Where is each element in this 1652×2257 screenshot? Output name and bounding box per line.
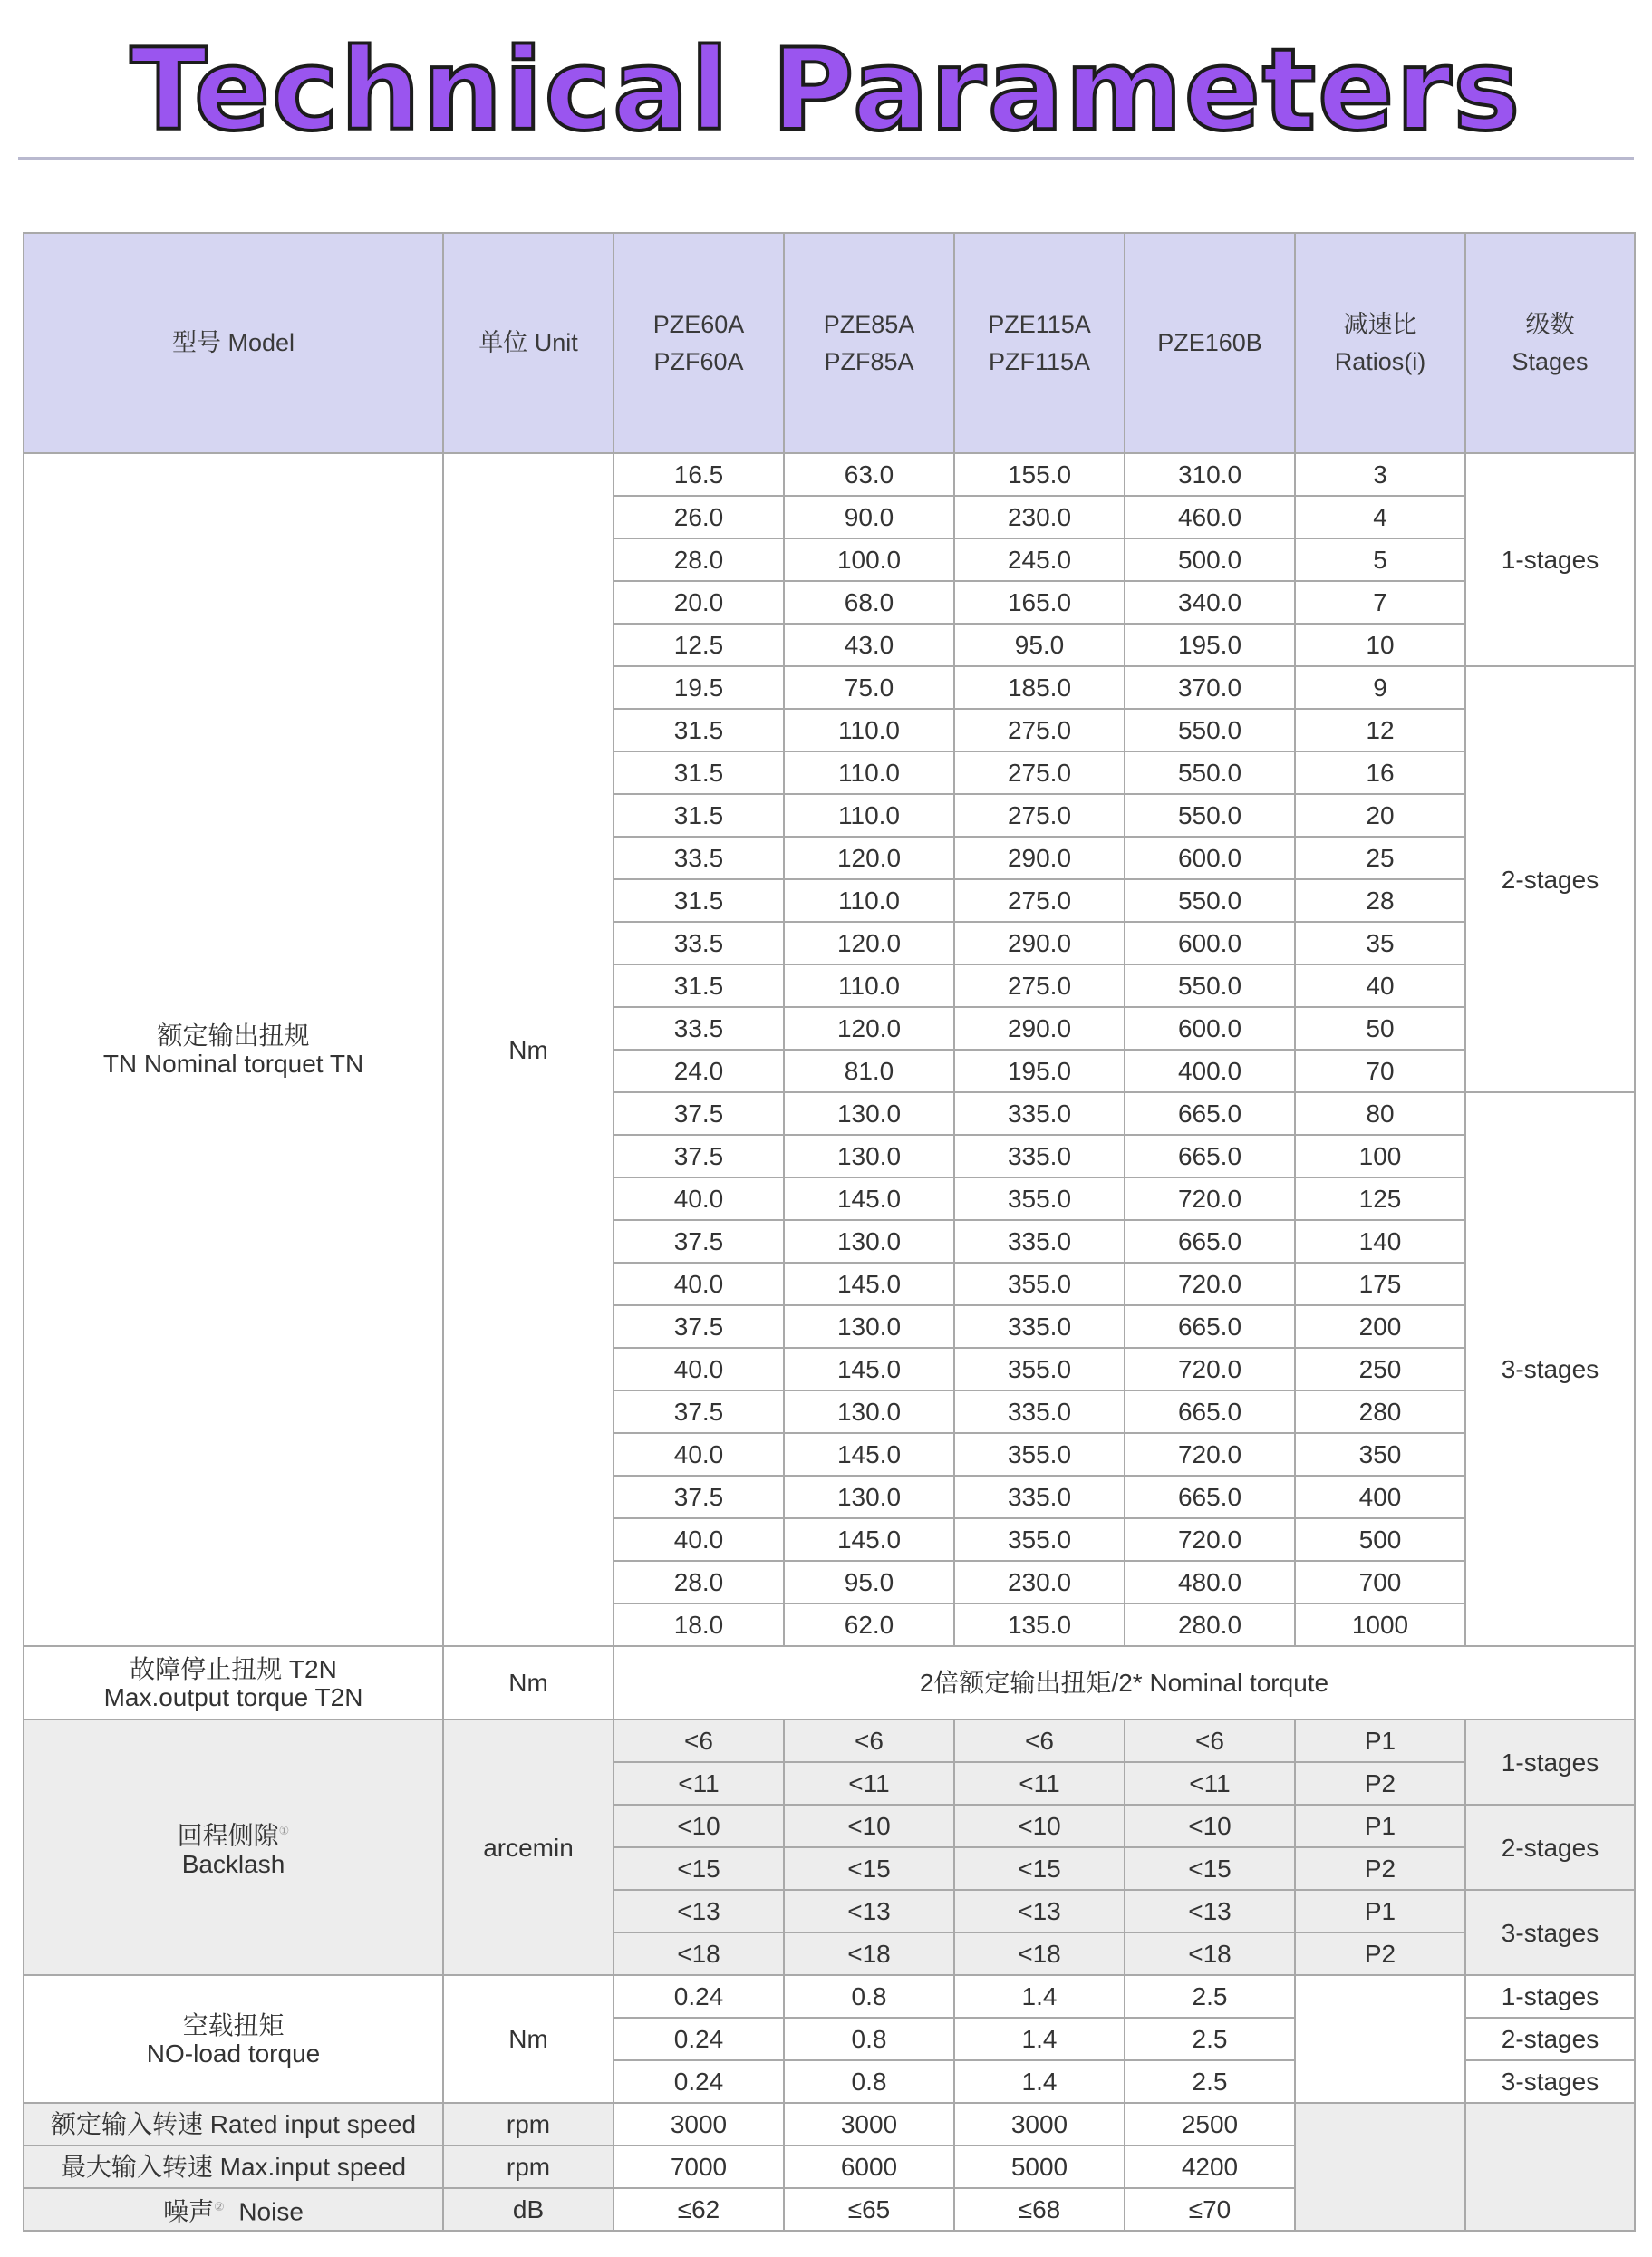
value-cell: 550.0 [1125, 751, 1295, 794]
value-cell: 145.0 [784, 1433, 954, 1476]
value-cell: 1.4 [954, 1975, 1125, 2018]
value-cell: <13 [784, 1890, 954, 1932]
value-cell: 275.0 [954, 709, 1125, 751]
value-cell: 480.0 [1125, 1561, 1295, 1603]
value-cell: 4200 [1125, 2146, 1295, 2188]
value-cell: 120.0 [784, 837, 954, 879]
value-cell: 120.0 [784, 922, 954, 964]
value-cell: <15 [784, 1847, 954, 1890]
value-cell: ≤70 [1125, 2188, 1295, 2231]
value-cell: 40.0 [613, 1518, 784, 1561]
value-cell: 155.0 [954, 453, 1125, 496]
value-cell: 335.0 [954, 1390, 1125, 1433]
value-cell: 20.0 [613, 581, 784, 624]
header-col2: PZE85A PZF85A [784, 233, 954, 453]
value-cell: 665.0 [1125, 1390, 1295, 1433]
value-cell: 0.24 [613, 2018, 784, 2060]
grade-cell: P1 [1295, 1719, 1465, 1762]
value-cell: <15 [954, 1847, 1125, 1890]
max-torque-label: 故障停止扭规 T2N Max.output torque T2N [24, 1646, 443, 1719]
ratio-cell: 80 [1295, 1092, 1465, 1135]
stage-cell: 2-stages [1465, 666, 1635, 1092]
value-cell: 110.0 [784, 879, 954, 922]
value-cell: <15 [1125, 1847, 1295, 1890]
value-cell: 600.0 [1125, 1007, 1295, 1050]
value-cell: 720.0 [1125, 1348, 1295, 1390]
value-cell: 68.0 [784, 581, 954, 624]
nominal-unit: Nm [443, 453, 613, 1646]
header-row [24, 233, 1635, 453]
value-cell: 37.5 [613, 1092, 784, 1135]
value-cell: 2500 [1125, 2103, 1295, 2146]
value-cell: 550.0 [1125, 794, 1295, 837]
value-cell: 130.0 [784, 1390, 954, 1433]
value-cell: <15 [613, 1847, 784, 1890]
value-cell: 0.8 [784, 1975, 954, 2018]
rated-speed-label: 额定输入转速 Rated input speed [24, 2103, 443, 2146]
ratio-cell: 140 [1295, 1220, 1465, 1263]
value-cell: 3000 [784, 2103, 954, 2146]
value-cell: <11 [1125, 1762, 1295, 1805]
value-cell: <13 [954, 1890, 1125, 1932]
max-speed-unit: rpm [443, 2146, 613, 2188]
header-col3: PZE115A PZF115A [954, 233, 1125, 453]
header-ratio: 减速比 Ratios(i) [1295, 233, 1465, 453]
value-cell: 665.0 [1125, 1220, 1295, 1263]
value-cell: 275.0 [954, 964, 1125, 1007]
value-cell: 290.0 [954, 837, 1125, 879]
ratio-cell: 175 [1295, 1263, 1465, 1305]
value-cell: 275.0 [954, 879, 1125, 922]
ratio-cell: 70 [1295, 1050, 1465, 1092]
value-cell: 335.0 [954, 1476, 1125, 1518]
value-cell: 130.0 [784, 1135, 954, 1177]
value-cell: 0.8 [784, 2060, 954, 2103]
value-cell: 31.5 [613, 879, 784, 922]
value-cell: 665.0 [1125, 1092, 1295, 1135]
stage-cell: 1-stages [1465, 1975, 1635, 2018]
value-cell: 28.0 [613, 1561, 784, 1603]
value-cell: 110.0 [784, 794, 954, 837]
max-speed-label: 最大输入转速 Max.input speed [24, 2146, 443, 2188]
value-cell: 600.0 [1125, 922, 1295, 964]
value-cell: 550.0 [1125, 964, 1295, 1007]
grade-cell: P2 [1295, 1847, 1465, 1890]
header-col1: PZE60A PZF60A [613, 233, 784, 453]
noload-label: 空载扭矩 NO-load torque [24, 1975, 443, 2103]
value-cell: 37.5 [613, 1220, 784, 1263]
value-cell: 280.0 [1125, 1603, 1295, 1646]
blank-cell [1295, 2103, 1465, 2231]
value-cell: 550.0 [1125, 879, 1295, 922]
value-cell: 31.5 [613, 794, 784, 837]
grade-cell: P1 [1295, 1805, 1465, 1847]
value-cell: 130.0 [784, 1220, 954, 1263]
ratio-cell: 1000 [1295, 1603, 1465, 1646]
stage-cell: 3-stages [1465, 2060, 1635, 2103]
value-cell: 24.0 [613, 1050, 784, 1092]
value-cell: <6 [954, 1719, 1125, 1762]
stage-cell: 3-stages [1465, 1890, 1635, 1975]
value-cell: 665.0 [1125, 1305, 1295, 1348]
ratio-cell: 250 [1295, 1348, 1465, 1390]
value-cell: 19.5 [613, 666, 784, 709]
grade-cell: P1 [1295, 1890, 1465, 1932]
value-cell: 75.0 [784, 666, 954, 709]
ratio-cell: 35 [1295, 922, 1465, 964]
value-cell: 110.0 [784, 709, 954, 751]
value-cell: 81.0 [784, 1050, 954, 1092]
value-cell: <10 [613, 1805, 784, 1847]
ratio-cell: 500 [1295, 1518, 1465, 1561]
value-cell: <11 [784, 1762, 954, 1805]
header-model: 型号 Model [24, 233, 443, 453]
value-cell: 130.0 [784, 1092, 954, 1135]
value-cell: 37.5 [613, 1390, 784, 1433]
value-cell: 665.0 [1125, 1135, 1295, 1177]
value-cell: 145.0 [784, 1518, 954, 1561]
value-cell: ≤62 [613, 2188, 784, 2231]
value-cell: 195.0 [1125, 624, 1295, 666]
value-cell: 37.5 [613, 1135, 784, 1177]
spec-table [23, 232, 1636, 2232]
value-cell: 0.8 [784, 2018, 954, 2060]
title-divider [18, 157, 1634, 160]
noload-unit: Nm [443, 1975, 613, 2103]
stage-cell: 1-stages [1465, 1719, 1635, 1805]
ratio-cell: 9 [1295, 666, 1465, 709]
value-cell: <18 [613, 1932, 784, 1975]
value-cell: 185.0 [954, 666, 1125, 709]
header-col4: PZE160B [1125, 233, 1295, 453]
value-cell: 2.5 [1125, 2060, 1295, 2103]
value-cell: 2.5 [1125, 2018, 1295, 2060]
value-cell: 95.0 [784, 1561, 954, 1603]
table-row [24, 2103, 1635, 2146]
ratio-cell: 25 [1295, 837, 1465, 879]
grade-cell: P2 [1295, 1932, 1465, 1975]
value-cell: 110.0 [784, 964, 954, 1007]
value-cell: 665.0 [1125, 1476, 1295, 1518]
value-cell: 130.0 [784, 1305, 954, 1348]
value-cell: 720.0 [1125, 1263, 1295, 1305]
ratio-cell: 700 [1295, 1561, 1465, 1603]
value-cell: 62.0 [784, 1603, 954, 1646]
value-cell: 130.0 [784, 1476, 954, 1518]
table-row [24, 1719, 1635, 1762]
value-cell: 355.0 [954, 1263, 1125, 1305]
value-cell: 335.0 [954, 1135, 1125, 1177]
value-cell: 355.0 [954, 1433, 1125, 1476]
value-cell: <13 [613, 1890, 784, 1932]
value-cell: <18 [784, 1932, 954, 1975]
value-cell: 16.5 [613, 453, 784, 496]
value-cell: 3000 [954, 2103, 1125, 2146]
ratio-cell: 100 [1295, 1135, 1465, 1177]
page-title: Technical Parameters [130, 25, 1522, 156]
value-cell: 290.0 [954, 1007, 1125, 1050]
value-cell: 145.0 [784, 1177, 954, 1220]
table-row [24, 1646, 1635, 1719]
value-cell: 0.24 [613, 2060, 784, 2103]
ratio-cell: 400 [1295, 1476, 1465, 1518]
ratio-cell: 28 [1295, 879, 1465, 922]
value-cell: 355.0 [954, 1348, 1125, 1390]
value-cell: 230.0 [954, 1561, 1125, 1603]
value-cell: <18 [1125, 1932, 1295, 1975]
value-cell: <11 [613, 1762, 784, 1805]
ratio-cell: 3 [1295, 453, 1465, 496]
value-cell: 245.0 [954, 538, 1125, 581]
value-cell: 1.4 [954, 2060, 1125, 2103]
header-unit: 单位 Unit [443, 233, 613, 453]
value-cell: 720.0 [1125, 1177, 1295, 1220]
value-cell: <11 [954, 1762, 1125, 1805]
ratio-cell: 16 [1295, 751, 1465, 794]
ratio-cell: 280 [1295, 1390, 1465, 1433]
value-cell: <10 [1125, 1805, 1295, 1847]
value-cell: 33.5 [613, 1007, 784, 1050]
value-cell: 12.5 [613, 624, 784, 666]
stage-cell: 1-stages [1465, 453, 1635, 666]
value-cell: 195.0 [954, 1050, 1125, 1092]
ratio-cell: 12 [1295, 709, 1465, 751]
value-cell: 720.0 [1125, 1518, 1295, 1561]
stage-cell: 3-stages [1465, 1092, 1635, 1646]
value-cell: 28.0 [613, 538, 784, 581]
stage-cell: 2-stages [1465, 1805, 1635, 1890]
value-cell: 63.0 [784, 453, 954, 496]
value-cell: 145.0 [784, 1263, 954, 1305]
table-row [24, 453, 1635, 496]
value-cell: 100.0 [784, 538, 954, 581]
value-cell: <18 [954, 1932, 1125, 1975]
ratio-cell: 10 [1295, 624, 1465, 666]
value-cell: 33.5 [613, 837, 784, 879]
value-cell: 31.5 [613, 751, 784, 794]
value-cell: 335.0 [954, 1220, 1125, 1263]
value-cell: 335.0 [954, 1092, 1125, 1135]
value-cell: 290.0 [954, 922, 1125, 964]
value-cell: 90.0 [784, 496, 954, 538]
ratio-cell: 5 [1295, 538, 1465, 581]
noise-unit: dB [443, 2188, 613, 2231]
value-cell: 275.0 [954, 794, 1125, 837]
value-cell: 230.0 [954, 496, 1125, 538]
ratio-cell: 7 [1295, 581, 1465, 624]
ratio-cell: 40 [1295, 964, 1465, 1007]
value-cell: 7000 [613, 2146, 784, 2188]
ratio-cell: 4 [1295, 496, 1465, 538]
nominal-label: 额定输出扭规 TN Nominal torquet TN [24, 453, 443, 1646]
value-cell: 40.0 [613, 1177, 784, 1220]
noise-label: 噪声② Noise [24, 2188, 443, 2231]
ratio-cell: 20 [1295, 794, 1465, 837]
value-cell: 40.0 [613, 1348, 784, 1390]
value-cell: 120.0 [784, 1007, 954, 1050]
value-cell: 310.0 [1125, 453, 1295, 496]
value-cell: 31.5 [613, 709, 784, 751]
value-cell: 720.0 [1125, 1433, 1295, 1476]
value-cell: 110.0 [784, 751, 954, 794]
table-row [24, 1975, 1635, 2018]
value-cell: <10 [954, 1805, 1125, 1847]
value-cell: 355.0 [954, 1177, 1125, 1220]
value-cell: 370.0 [1125, 666, 1295, 709]
value-cell: ≤65 [784, 2188, 954, 2231]
value-cell: 335.0 [954, 1305, 1125, 1348]
blank-cell [1465, 2103, 1635, 2231]
backlash-unit: arcemin [443, 1719, 613, 1975]
value-cell: 550.0 [1125, 709, 1295, 751]
value-cell: 355.0 [954, 1518, 1125, 1561]
backlash-label: 回程侧隙① Backlash [24, 1719, 443, 1975]
value-cell: 165.0 [954, 581, 1125, 624]
value-cell: 3000 [613, 2103, 784, 2146]
value-cell: 18.0 [613, 1603, 784, 1646]
value-cell: 37.5 [613, 1476, 784, 1518]
ratio-cell: 350 [1295, 1433, 1465, 1476]
value-cell: 37.5 [613, 1305, 784, 1348]
ratio-cell: 125 [1295, 1177, 1465, 1220]
value-cell: 40.0 [613, 1433, 784, 1476]
value-cell: 145.0 [784, 1348, 954, 1390]
value-cell: ≤68 [954, 2188, 1125, 2231]
max-torque-unit: Nm [443, 1646, 613, 1719]
value-cell: 340.0 [1125, 581, 1295, 624]
value-cell: <10 [784, 1805, 954, 1847]
value-cell: <6 [613, 1719, 784, 1762]
value-cell: 95.0 [954, 624, 1125, 666]
value-cell: 43.0 [784, 624, 954, 666]
value-cell: 600.0 [1125, 837, 1295, 879]
rated-speed-unit: rpm [443, 2103, 613, 2146]
value-cell: <13 [1125, 1890, 1295, 1932]
value-cell: <6 [1125, 1719, 1295, 1762]
value-cell: 500.0 [1125, 538, 1295, 581]
value-cell: 400.0 [1125, 1050, 1295, 1092]
value-cell: 31.5 [613, 964, 784, 1007]
value-cell: 135.0 [954, 1603, 1125, 1646]
stage-cell: 2-stages [1465, 2018, 1635, 2060]
header-stages: 级数 Stages [1465, 233, 1635, 453]
blank-cell [1295, 1975, 1465, 2103]
value-cell: 0.24 [613, 1975, 784, 2018]
value-cell: 275.0 [954, 751, 1125, 794]
ratio-cell: 50 [1295, 1007, 1465, 1050]
max-torque-value: 2倍额定输出扭矩/2* Nominal torqute [613, 1646, 1635, 1719]
value-cell: 26.0 [613, 496, 784, 538]
value-cell: 40.0 [613, 1263, 784, 1305]
value-cell: 1.4 [954, 2018, 1125, 2060]
grade-cell: P2 [1295, 1762, 1465, 1805]
value-cell: 33.5 [613, 922, 784, 964]
value-cell: 6000 [784, 2146, 954, 2188]
value-cell: 460.0 [1125, 496, 1295, 538]
value-cell: <6 [784, 1719, 954, 1762]
ratio-cell: 200 [1295, 1305, 1465, 1348]
value-cell: 2.5 [1125, 1975, 1295, 2018]
value-cell: 5000 [954, 2146, 1125, 2188]
